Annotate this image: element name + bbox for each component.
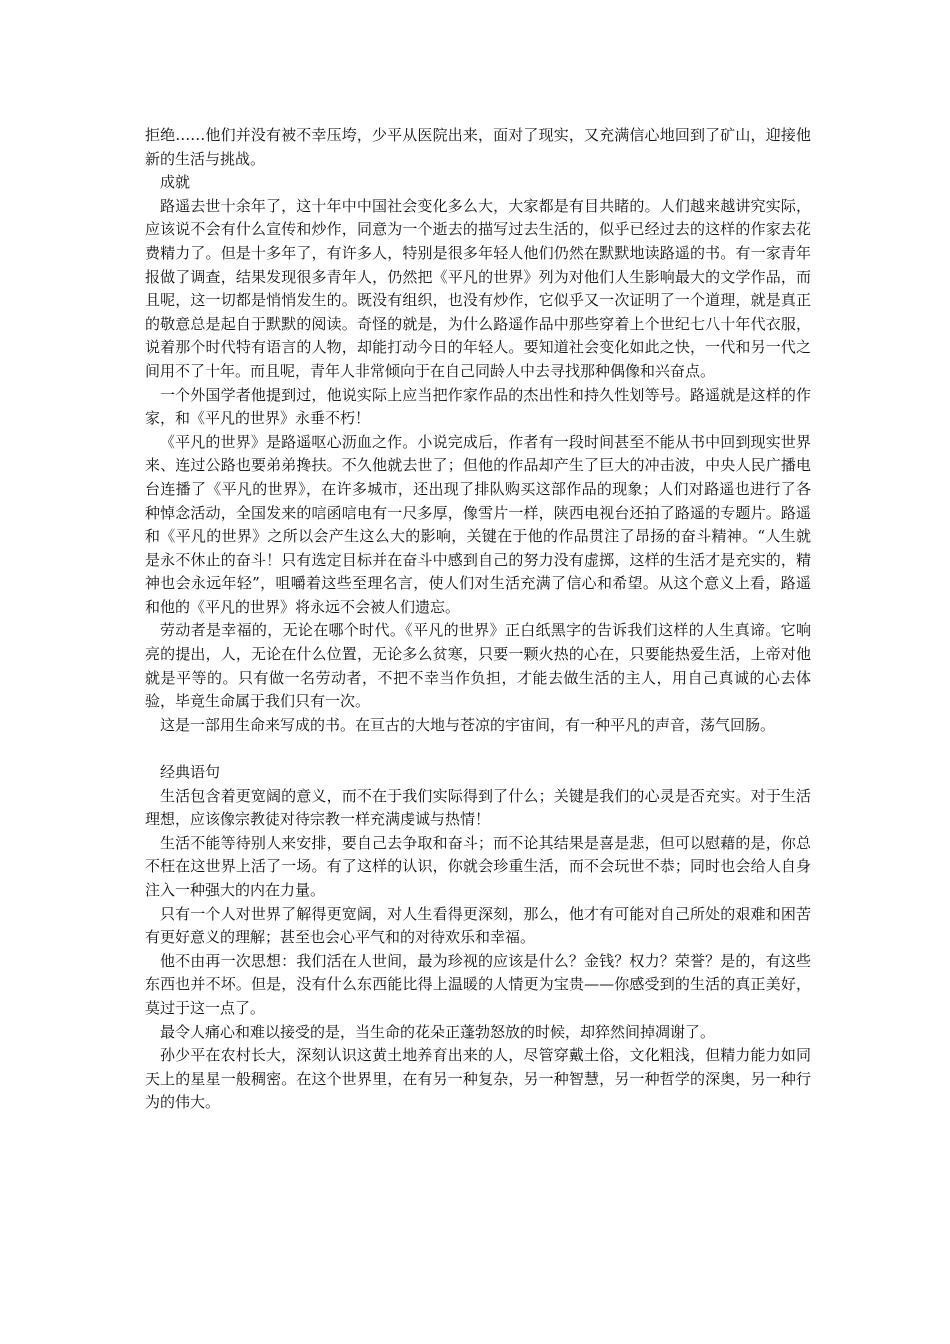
paragraph-intro: 拒绝……他们并没有被不幸压垮，少平从医院出来，面对了现实，又充满信心地回到了矿山，迎接他新的生活与挑战。 bbox=[145, 126, 811, 168]
paragraph-quote-1: 生活包含着更宽阔的意义，而不在于我们实际得到了什么；关键是我们的心灵是否充实。对于生活理想，应该像宗教徒对待宗教一样充满虔诚与热情！ bbox=[145, 786, 811, 829]
paragraph-quote-6: 孙少平在农村长大，深刻认识这黄土地养育出来的人，尽管穿戴土俗，文化粗浅，但精力能力如同天上的星星一般稠密。在这个世界里，在有另一种复杂，另一种智慧，另一种哲学的深奥，另一种行为的伟大。 bbox=[145, 1046, 811, 1112]
paragraph-achievement-3: 《平凡的世界》是路遥呕心沥血之作。小说完成后，作者有一段时间甚至不能从书中回到现实世界来、连过公路也要弟弟搀扶。不久他就去世了；但他的作品却产生了巨大的冲击波，中央人民广播电台连播了《平凡的世界》，在许多城市，还出现了排队购买这部作品的现象；人们对路遥也进行了各种悼念活动，全国发来的唁函唁电有一尺多厚，像雪片一样，陕西电视台还拍了路遥的专题片。路遥和《平凡的世界》之所以会产生这么大的影响，关键在于他的作品贯注了昂扬的奋斗精神。“人生就是永不休止的奋斗！只有选定目标并在奋斗中感到自己的努力没有虚掷，这样的生活才是充实的，精神也会永远年轻”，咀嚼着这些至理名言，使人们对生活充满了信心和希望。从这个意义上看，路遥和他的《平凡的世界》将永远不会被人们遗忘。 bbox=[145, 432, 811, 616]
paragraph-achievement-2: 一个外国学者他提到过，他说实际上应当把作家作品的杰出性和持久性划等号。路遥就是这样的作家，和《平凡的世界》永垂不朽！ bbox=[145, 385, 811, 428]
paragraph-achievement-4: 劳动者是幸福的，无论在哪个时代。《平凡的世界》正白纸黑字的告诉我们这样的人生真谛。它响亮的提出，人，无论在什么位置，无论多么贫寒，只要一颗火热的心在，只要能热爱生活，上帝对他就是平等的。只有做一名劳动者，不把不幸当作负担，才能去做生活的主人，用自己真诚的心去体验，毕竟生命属于我们只有一次。 bbox=[145, 621, 811, 711]
paragraph-quote-5: 最令人痛心和难以接受的是，当生命的花朵正蓬勃怒放的时候，却猝然间掉凋谢了。 bbox=[160, 1022, 716, 1041]
paragraph-achievement-1: 路遥去世十余年了，这十年中中国社会变化多么大，大家都是有目共睹的。人们越来越讲究实际，应该说不会有什么宣传和炒作，同意为一个逝去的描写过去生活的，似乎已经过去的这样的作家去花费精力了。但是十多年了，有许多人，特别是很多年轻人他们仍然在默默地读路遥的书。有一家青年报做了调查，结果发现很多青年人，仍然把《平凡的世界》列为对他们人生影响最大的文学作品，而且呢，这一切都是悄悄发生的。既没有组织，也没有炒作，它似乎又一次证明了一个道理，就是真正的敬意总是起自于默默的阅读。奇怪的就是，为什么路遥作品中那些穿着上个世纪七八十年代衣服，说着那个时代特有语言的人物，却能打动今日的年轻人。要知道社会变化如此之快，一代和另一代之间用不了十年。而且呢，青年人非常倾向于在自己同龄人中去寻找那种偶像和兴奋点。 bbox=[145, 196, 811, 380]
section-heading-achievement: 成就 bbox=[160, 173, 191, 192]
document-body bbox=[145, 124, 811, 1115]
paragraph-quote-2: 生活不能等待别人来安排，要自己去争取和奋斗；而不论其结果是喜是悲，但可以慰藉的是，你总不枉在这世界上活了一场。有了这样的认识，你就会珍重生活，而不会玩世不恭；同时也会给人自身注入一种强大的内在力量。 bbox=[145, 833, 811, 899]
paragraph-achievement-5: 这是一部用生命来写成的书。在亘古的大地与苍凉的宇宙间，有一种平凡的声音，荡气回肠。 bbox=[160, 715, 776, 734]
section-heading-quotes: 经典语句 bbox=[160, 763, 221, 782]
paragraph-quote-3: 只有一个人对世界了解得更宽阔，对人生看得更深刻，那么，他才有可能对自己所处的艰难和困苦有更好意义的理解；甚至也会心平气和的对待欢乐和幸福。 bbox=[145, 904, 811, 947]
paragraph-quote-4: 他不由再一次思想：我们活在人世间，最为珍视的应该是什么？金钱？权力？荣誉？是的，有这些东西也并不坏。但是，没有什么东西能比得上温暖的人情更为宝贵——你感受到的生活的真正美好，莫过于这一点了。 bbox=[145, 951, 811, 1017]
blank-line bbox=[145, 737, 811, 761]
